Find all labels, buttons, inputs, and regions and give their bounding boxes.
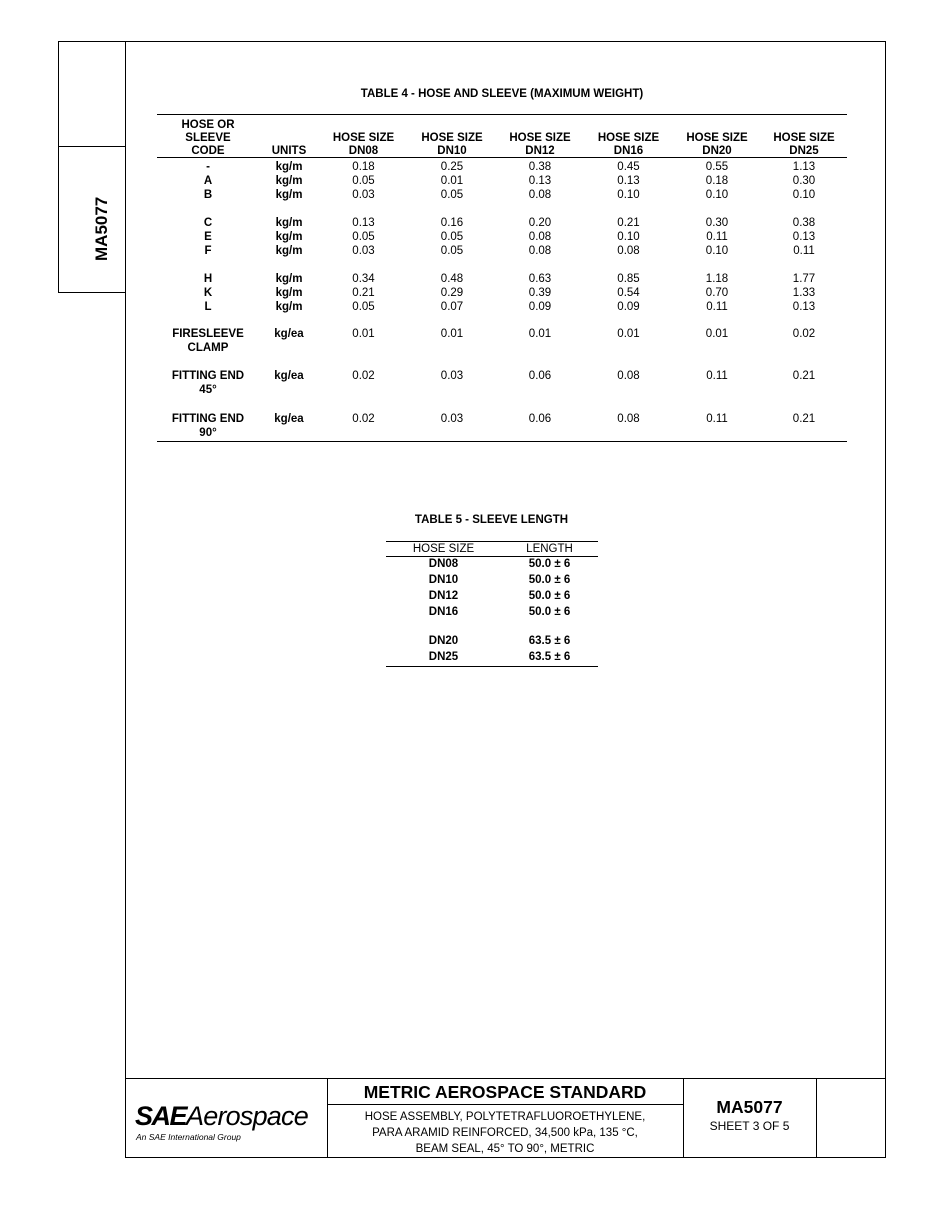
code-line: FIRESLEEVE [172, 328, 244, 340]
value-cell: 0.38 [528, 161, 552, 173]
header-size-label: HOSE SIZE [509, 132, 571, 144]
side-tab-divider [59, 146, 126, 147]
value-cell: 0.03 [440, 413, 464, 425]
value-cell: 0.11 [706, 231, 728, 243]
header-code-line: HOSE OR [181, 119, 235, 131]
table5-bottom-rule [386, 666, 598, 667]
value-cell: 0.08 [617, 413, 640, 425]
value-cell: 0.85 [617, 273, 640, 285]
units-cell: kg/m [275, 287, 303, 299]
table-row [157, 272, 847, 286]
header-size-label: HOSE SIZE [421, 132, 483, 144]
table5 [386, 541, 598, 667]
value-cell: 0.10 [705, 245, 729, 257]
value-cell: 0.21 [792, 413, 816, 425]
table-row [157, 412, 847, 440]
value-cell: 0.16 [440, 217, 464, 229]
value-cell: 0.08 [528, 245, 552, 257]
length-cell: 50.0 ± 6 [528, 574, 571, 586]
size-cell: DN20 [428, 635, 459, 647]
sheet-number: SHEET 3 OF 5 [709, 1119, 790, 1133]
units-cell: kg/m [275, 217, 303, 229]
header-code [157, 119, 259, 158]
header-size-value: DN25 [789, 145, 819, 157]
value-cell: 1.18 [705, 273, 729, 285]
header-size-label: HOSE SIZE [773, 132, 835, 144]
value-cell: 0.54 [617, 287, 640, 299]
header-size-dn16 [584, 132, 673, 158]
value-cell: 0.02 [792, 328, 816, 340]
header-size-value: DN08 [348, 145, 379, 157]
table4-body [157, 160, 847, 440]
table-row [157, 216, 847, 230]
value-cell: 0.29 [440, 287, 464, 299]
units-cell: kg/m [275, 301, 303, 313]
table4-top-rule [157, 114, 847, 115]
standard-title: METRIC AEROSPACE STANDARD [363, 1082, 647, 1102]
table-row [157, 286, 847, 300]
value-cell: 1.33 [792, 287, 816, 299]
value-cell: 0.02 [352, 413, 375, 425]
code-cell: H [203, 273, 213, 285]
table-row [157, 230, 847, 244]
table4-bottom-rule [157, 441, 847, 442]
value-cell: 0.06 [528, 370, 552, 382]
value-cell: 0.03 [440, 370, 464, 382]
logo-aerospace: Aerospace [186, 1101, 308, 1131]
value-cell: 0.10 [617, 189, 640, 201]
units-cell: kg/m [275, 161, 303, 173]
value-cell: 0.63 [528, 273, 552, 285]
code-cell: C [203, 217, 213, 229]
table4-header [157, 116, 847, 158]
table5-body [386, 557, 598, 666]
table-row [386, 557, 598, 573]
value-cell: 0.13 [617, 175, 640, 187]
value-cell: 0.18 [352, 161, 375, 173]
value-cell: 0.09 [528, 301, 552, 313]
value-cell: 0.01 [617, 328, 640, 340]
value-cell: 0.05 [440, 231, 464, 243]
value-cell: 0.08 [617, 245, 640, 257]
table-row [157, 244, 847, 258]
value-cell: 0.07 [440, 301, 464, 313]
value-cell: 1.13 [792, 161, 816, 173]
code-cell: B [203, 189, 213, 201]
value-cell: 0.30 [705, 217, 729, 229]
value-cell: 0.21 [792, 370, 816, 382]
value-cell: 0.13 [352, 217, 375, 229]
value-cell: 0.45 [617, 161, 640, 173]
value-cell: 0.11 [706, 413, 728, 425]
units-cell: kg/m [275, 245, 303, 257]
value-cell: 0.05 [352, 301, 375, 313]
header-size-value: DN10 [437, 145, 467, 157]
header-size-value: DN16 [613, 145, 644, 157]
table-row [386, 589, 598, 605]
header-size-label: HOSE SIZE [597, 132, 660, 144]
code-cell: E [204, 231, 212, 243]
table4 [157, 116, 847, 440]
size-cell: DN16 [428, 606, 459, 618]
row-gap [386, 621, 598, 634]
table-row [386, 605, 598, 621]
table5-header-length: LENGTH [526, 543, 573, 555]
value-cell: 0.39 [528, 287, 552, 299]
header-size-dn12 [496, 132, 584, 158]
units-cell: kg/ea [274, 370, 304, 382]
value-cell: 0.01 [705, 328, 729, 340]
value-cell: 0.20 [528, 217, 552, 229]
title-block-divider [816, 1079, 817, 1158]
code-cell: L [204, 301, 212, 313]
table4-row-group [157, 160, 847, 202]
table-row [157, 160, 847, 174]
value-cell: 0.01 [440, 328, 464, 340]
value-cell: 0.06 [528, 413, 552, 425]
units-cell: kg/m [275, 189, 303, 201]
units-cell: kg/m [275, 175, 303, 187]
value-cell: 0.10 [617, 231, 640, 243]
size-cell: DN25 [428, 651, 459, 663]
value-cell: 0.11 [793, 245, 815, 257]
description-line: PARA ARAMID REINFORCED, 34,500 kPa, 135 °C, [372, 1127, 638, 1139]
value-cell: 0.48 [440, 273, 464, 285]
table-row [157, 188, 847, 202]
title-block [125, 1078, 886, 1158]
code-line: CLAMP [187, 342, 229, 354]
sae-aerospace-logo [135, 1101, 308, 1142]
size-cell: DN10 [428, 574, 459, 586]
value-cell: 0.11 [706, 370, 728, 382]
table-row [386, 634, 598, 650]
table4-title: TABLE 4 - HOSE AND SLEEVE (MAXIMUM WEIGHT) [360, 88, 644, 100]
value-cell: 0.34 [352, 273, 375, 285]
header-size-label: HOSE SIZE [686, 132, 748, 144]
value-cell: 0.08 [528, 189, 552, 201]
value-cell: 0.08 [617, 370, 640, 382]
value-cell: 0.01 [528, 328, 552, 340]
value-cell: 0.10 [792, 189, 816, 201]
header-size-value: DN20 [702, 145, 732, 157]
logo-subtitle: An SAE International Group [136, 1132, 241, 1142]
value-cell: 0.03 [352, 245, 375, 257]
table5-header-size: HOSE SIZE [412, 543, 475, 555]
value-cell: 0.21 [352, 287, 375, 299]
header-size-dn10 [408, 132, 496, 158]
header-code-line: CODE [191, 145, 225, 157]
value-cell: 0.01 [352, 328, 375, 340]
table-row [157, 327, 847, 355]
side-tab [58, 41, 126, 293]
length-cell: 50.0 ± 6 [528, 590, 571, 602]
value-cell: 0.11 [706, 301, 728, 313]
document-description [327, 1109, 683, 1157]
table-row [157, 300, 847, 314]
code-cell [157, 327, 259, 355]
table-row [157, 174, 847, 188]
code-line: FITTING END [171, 413, 245, 425]
size-cell: DN08 [428, 558, 459, 570]
value-cell: 0.02 [352, 370, 375, 382]
value-cell: 1.77 [792, 273, 816, 285]
description-line: HOSE ASSEMBLY, POLYTETRAFLUOROETHYLENE, [364, 1111, 646, 1123]
logo-sae: SAE [135, 1101, 187, 1131]
value-cell: 0.13 [528, 175, 552, 187]
value-cell: 0.08 [528, 231, 552, 243]
value-cell: 0.13 [792, 301, 816, 313]
units-cell: kg/ea [274, 413, 304, 425]
description-line: BEAM SEAL, 45° TO 90°, METRIC [415, 1143, 595, 1155]
value-cell: 0.03 [352, 189, 375, 201]
side-doc-number: MA5077 [92, 196, 111, 261]
value-cell: 0.70 [705, 287, 729, 299]
header-units: UNITS [271, 145, 307, 157]
code-cell: A [203, 175, 213, 187]
table-row [386, 573, 598, 589]
length-cell: 63.5 ± 6 [528, 651, 571, 663]
value-cell: 0.09 [617, 301, 640, 313]
length-cell: 50.0 ± 6 [528, 606, 571, 618]
value-cell: 0.10 [705, 189, 729, 201]
table-row [386, 650, 598, 666]
value-cell: 0.38 [792, 217, 816, 229]
length-cell: 63.5 ± 6 [528, 635, 571, 647]
table4-row-group [157, 272, 847, 314]
code-cell [157, 369, 259, 397]
title-block-divider [327, 1104, 683, 1105]
table5-title: TABLE 5 - SLEEVE LENGTH [414, 514, 569, 526]
header-size-value: DN12 [525, 145, 555, 157]
size-cell: DN12 [428, 590, 459, 602]
value-cell: 0.05 [352, 231, 375, 243]
header-size-dn20 [673, 132, 761, 158]
code-line: FITTING END [171, 370, 245, 382]
units-cell: kg/ea [274, 328, 304, 340]
value-cell: 0.18 [705, 175, 729, 187]
value-cell: 0.05 [352, 175, 375, 187]
length-cell: 50.0 ± 6 [528, 558, 571, 570]
value-cell: 0.30 [792, 175, 816, 187]
value-cell: 0.21 [617, 217, 640, 229]
code-cell: K [203, 287, 213, 299]
header-size-dn25 [761, 132, 847, 158]
code-cell [157, 412, 259, 440]
units-cell: kg/m [275, 273, 303, 285]
code-cell: - [206, 161, 210, 173]
code-line: 90° [199, 427, 217, 439]
header-size-label: HOSE SIZE [332, 132, 395, 144]
value-cell: 0.05 [440, 189, 464, 201]
units-cell: kg/m [275, 231, 303, 243]
header-size-dn08 [319, 132, 408, 158]
code-line: 45° [199, 384, 217, 396]
value-cell: 0.55 [705, 161, 729, 173]
header-code-line: SLEEVE [185, 132, 231, 144]
value-cell: 0.25 [440, 161, 464, 173]
code-cell: F [204, 245, 212, 257]
table4-row-group [157, 216, 847, 258]
document-number: MA5077 [716, 1097, 783, 1117]
value-cell: 0.01 [440, 175, 464, 187]
value-cell: 0.05 [440, 245, 464, 257]
value-cell: 0.13 [792, 231, 816, 243]
table-row [157, 369, 847, 397]
table5-header [386, 541, 598, 557]
